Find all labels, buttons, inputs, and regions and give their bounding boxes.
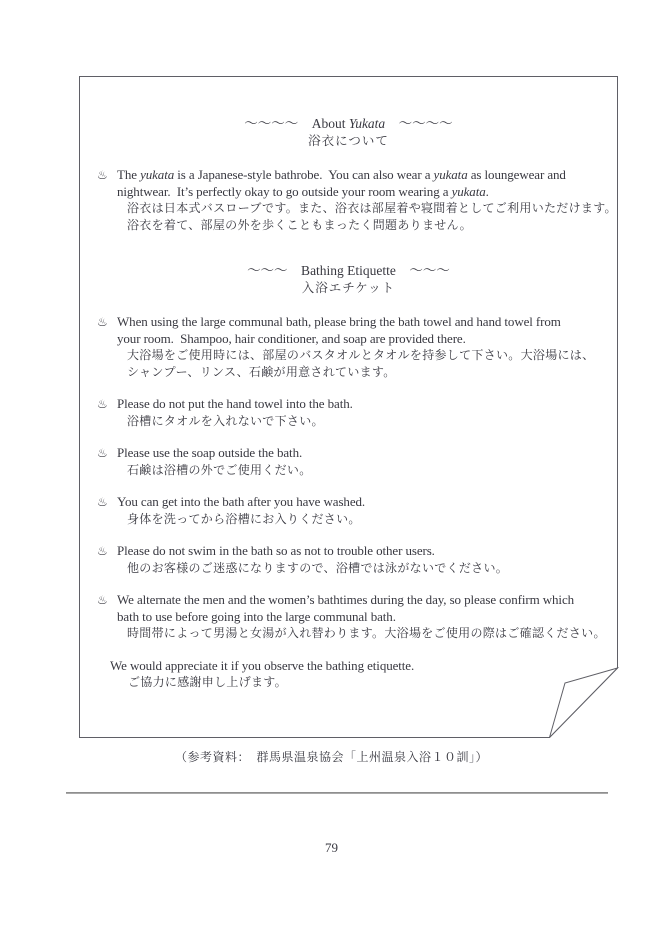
paragraph-en: When using the large communal bath, please bring the bath towel and hand towel from your room. Shampoo, hair conditioner, and soap are provided there. — [117, 314, 561, 346]
closing-ja: ご協力に感謝申し上げます。 — [128, 675, 287, 689]
paragraph-ja: 大浴場をご使用時には、部屋のバスタオルとタオルを持参して下さい。大浴場には、 シャンプー、リンス、石鹸が用意されています。 — [127, 348, 595, 379]
paragraph-en: We alternate the men and the women’s bathtimes during the day, so please confirm which bath to use before going into the large communal bath. — [117, 592, 575, 624]
list-item-wash-first — [97, 494, 618, 527]
item-text — [117, 543, 618, 576]
section-title-about-yukata — [79, 116, 618, 149]
paragraph-ja: 石鹸は浴槽の外でご使用くだい。 — [127, 462, 312, 477]
item-text — [117, 592, 618, 642]
paragraph-en: Please do not swim in the bath so as not to trouble other users. — [117, 543, 435, 558]
list-item-no-swimming — [97, 543, 618, 576]
paragraph-en: The yukata is a Japanese-style bathrobe. You can also wear a yukata as loungewear and nightwear. It’s perfectly okay to go outside your room wearing a yukata. — [117, 167, 566, 199]
hot-springs-icon: ♨ — [97, 495, 108, 509]
list-item-no-towel-in-bath — [97, 396, 618, 429]
closing-note — [110, 658, 618, 691]
paragraph-ja: 浴衣は日本式バスローブです。また、浴衣は部屋着や寝間着としてご利用いただけます。 浴衣を着て、部屋の外を歩くこともまったく問題ありません。 — [127, 201, 617, 232]
section-title-ja: 入浴エチケット — [301, 280, 396, 295]
list-item-soap-outside — [97, 445, 618, 478]
hot-springs-icon: ♨ — [97, 168, 108, 182]
paragraph-ja: 他のお客様のご迷惑になりますので、浴槽では泳がないでください。 — [127, 560, 509, 575]
paragraph-en: You can get into the bath after you have washed. — [117, 494, 366, 509]
hot-springs-icon: ♨ — [97, 593, 108, 607]
paragraph-ja: 時間帯によって男湯と女湯が入れ替わります。大浴場をご使用の際はご確認ください。 — [127, 626, 606, 640]
item-text — [117, 167, 618, 233]
paragraph-ja: 浴槽にタオルを入れないで下さい。 — [127, 413, 324, 428]
paragraph-en: Please use the soap outside the bath. — [117, 445, 303, 460]
section-title-ja: 浴衣について — [308, 133, 389, 148]
item-text — [117, 445, 618, 478]
hot-springs-icon: ♨ — [97, 315, 108, 329]
section-title-bathing-etiquette — [79, 263, 618, 296]
paragraph-en: Please do not put the hand towel into the bath. — [117, 396, 353, 411]
reference-footnote: （参考資料： 群馬県温泉協会「上州温泉入浴１０訓」） — [174, 750, 488, 764]
page-number: 79 — [325, 840, 338, 855]
paragraph-ja: 身体を洗ってから浴槽にお入りください。 — [127, 511, 361, 526]
hot-springs-icon: ♨ — [97, 446, 108, 460]
info-box — [79, 76, 618, 691]
divider — [66, 792, 608, 794]
list-item-bring-towels — [97, 314, 618, 380]
section-title-en: ～～～ Bathing Etiquette ～～～ — [247, 263, 450, 278]
hot-springs-icon: ♨ — [97, 397, 108, 411]
list-item-alternate-bathtimes — [97, 592, 618, 642]
list-item-yukata-info — [97, 167, 618, 233]
item-text — [117, 396, 618, 429]
item-text — [117, 494, 618, 527]
section-title-en: ～～～～ About Yukata ～～～～ — [244, 116, 453, 131]
closing-en: We would appreciate it if you observe the bathing etiquette. — [110, 657, 415, 673]
item-text — [117, 314, 618, 380]
hot-springs-icon: ♨ — [97, 544, 108, 558]
